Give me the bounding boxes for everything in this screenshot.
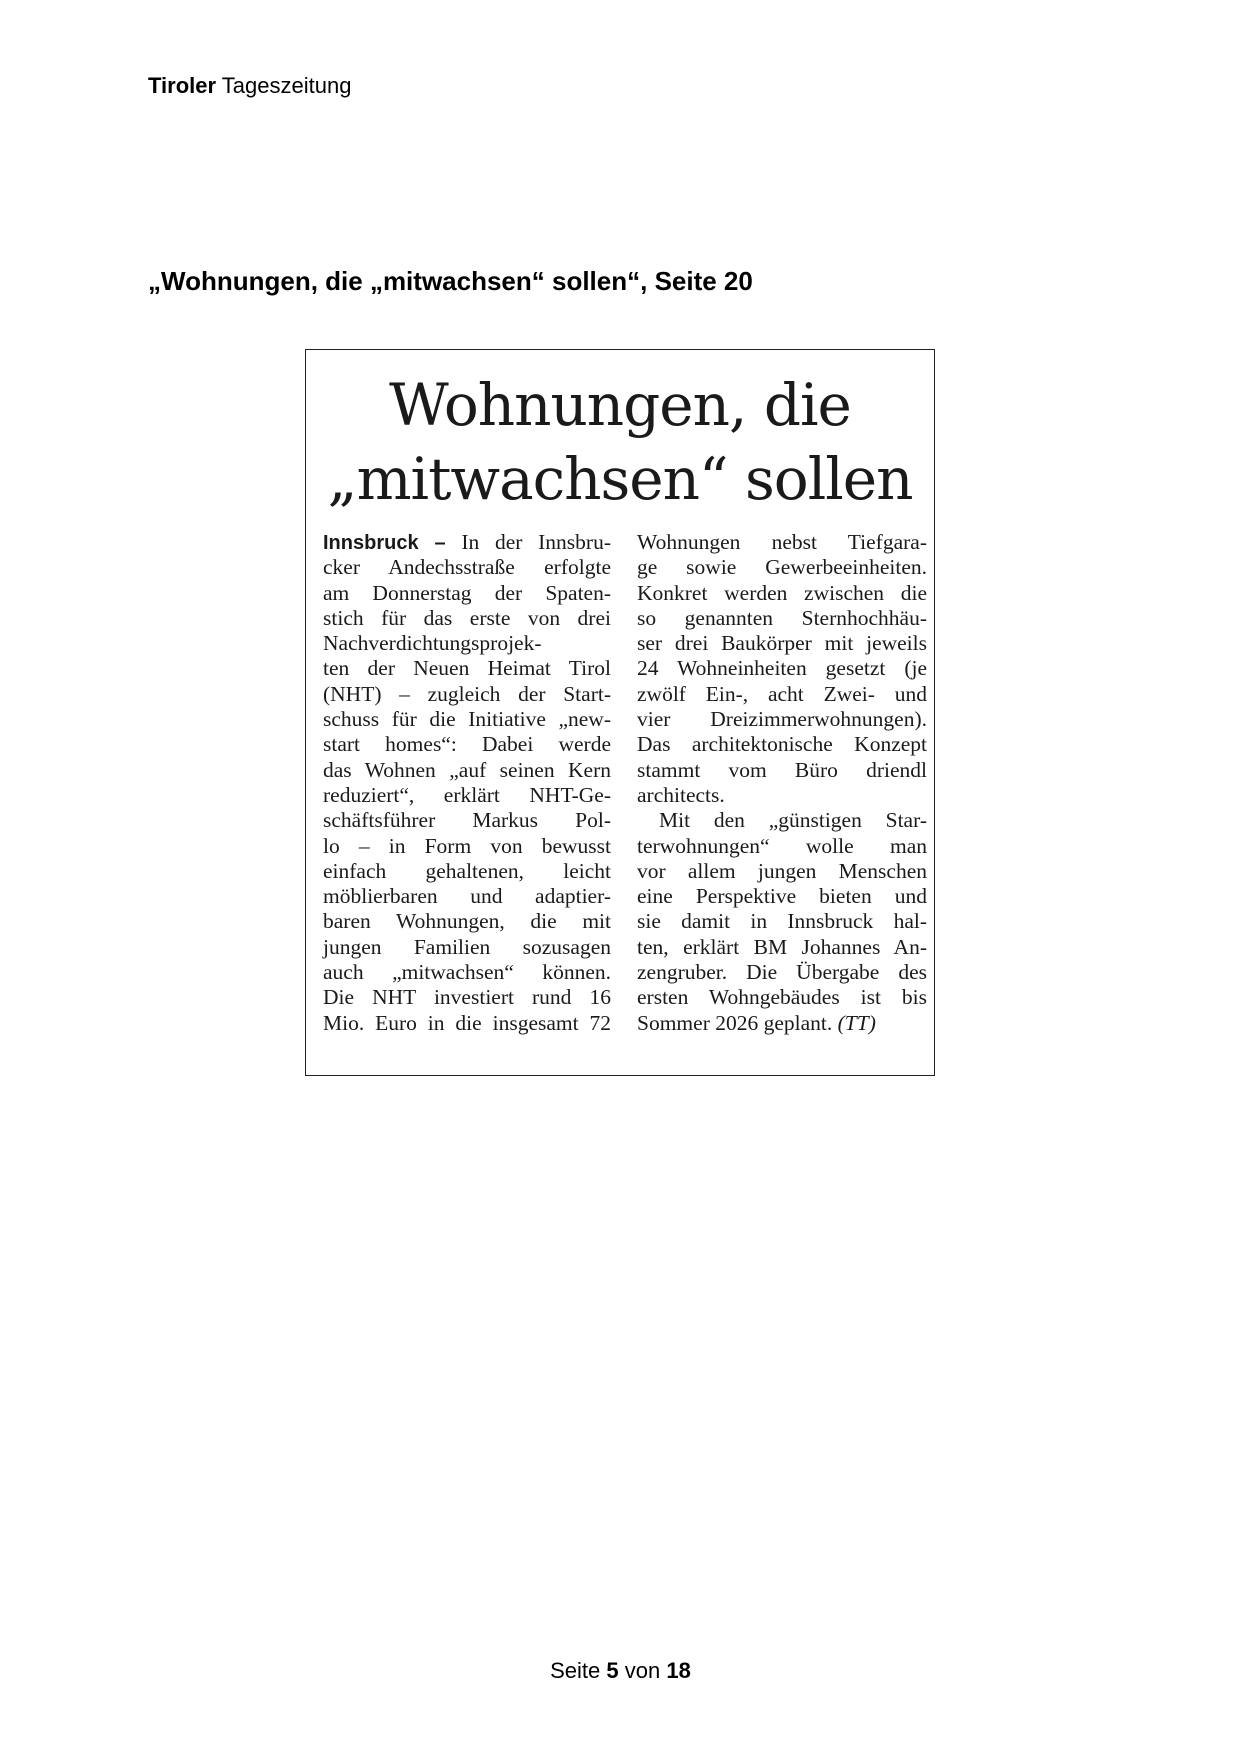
article-line: 24 Wohneinheiten gesetzt (je — [637, 656, 927, 681]
article-line: terwohnungen“ wolle man — [637, 833, 927, 858]
footer-total-pages: 18 — [666, 1658, 691, 1683]
article-line: so genannten Sternhochhäu- — [637, 605, 927, 630]
article-line: auch „mitwachsen“ können. — [323, 960, 611, 985]
article-line: Innsbruck – In der Innsbru- — [323, 530, 611, 554]
article-line: Sommer 2026 geplant. (TT) — [637, 1010, 876, 1035]
article-line: das Wohnen „auf seinen Kern — [323, 757, 611, 782]
article-line: stammt vom Büro driendl — [637, 757, 927, 782]
headline-line-2: „mitwachsen“ sollen — [327, 445, 913, 513]
article-line: Die NHT investiert rund 16 — [323, 985, 611, 1010]
headline-line-1: Wohnungen, die — [389, 371, 851, 439]
article-line: schuss für die Initiative „new- — [323, 707, 611, 732]
article-line: architects. — [637, 782, 725, 807]
article-line: zengruber. Die Übergabe des — [637, 960, 927, 985]
document-title: „Wohnungen, die „mitwachsen“ sollen“, Seite 20 — [148, 266, 753, 296]
article-line: baren Wohnungen, die mit — [323, 909, 611, 934]
newspaper-clipping — [305, 349, 935, 1076]
article-byline: (TT) — [837, 1010, 876, 1035]
article-dateline: Innsbruck – — [323, 532, 446, 554]
publication-name-bold: Tiroler — [148, 73, 217, 98]
article-headline — [306, 368, 934, 516]
article-line: ge sowie Gewerbeeinheiten. — [637, 555, 927, 580]
article-line: schäftsführer Markus Pol- — [323, 808, 611, 833]
footer-separator: von — [624, 1658, 661, 1683]
article-column-left — [323, 530, 611, 1036]
article-line: cker Andechsstraße erfolgte — [323, 555, 611, 580]
article-line: stich für das erste von drei — [323, 605, 611, 630]
article-line: am Donnerstag der Spaten- — [323, 580, 611, 605]
publication-header — [148, 72, 351, 100]
article-line: möblierbaren und adaptier- — [323, 884, 611, 909]
article-line: start homes“: Dabei werde — [323, 732, 611, 757]
article-line: Konkret werden zwischen die — [637, 580, 927, 605]
article-line: sie damit in Innsbruck hal- — [637, 909, 927, 934]
article-column-right — [637, 530, 927, 1036]
article-line: Mio. Euro in die insgesamt 72 — [323, 1010, 611, 1035]
article-line: Nachverdichtungsprojek- — [323, 631, 542, 656]
article-line: Wohnungen nebst Tiefgara- — [637, 530, 927, 554]
article-line: ten der Neuen Heimat Tirol — [323, 656, 611, 681]
article-line: jungen Familien sozusagen — [323, 934, 611, 959]
article-line: (NHT) – zugleich der Start- — [323, 681, 611, 706]
article-line: reduziert“, erklärt NHT-Ge- — [323, 782, 611, 807]
page-footer — [0, 1657, 1241, 1685]
article-line: vor allem jungen Menschen — [637, 858, 927, 883]
article-line: zwölf Ein-, acht Zwei- und — [637, 681, 927, 706]
article-line: ser drei Baukörper mit jeweils — [637, 631, 927, 656]
article-line: eine Perspektive bieten und — [637, 884, 927, 909]
article-line: einfach gehaltenen, leicht — [323, 858, 611, 883]
article-line: vier Dreizimmerwohnungen). — [637, 707, 927, 732]
footer-prefix: Seite — [550, 1658, 601, 1683]
article-line: ten, erklärt BM Johannes An- — [637, 934, 927, 959]
article-line: ersten Wohngebäudes ist bis — [637, 985, 927, 1010]
publication-name-regular: Tageszeitung — [221, 73, 352, 98]
article-line: Das architektonische Konzept — [637, 732, 927, 757]
article-line: lo – in Form von bewusst — [323, 833, 611, 858]
article-line: Mit den „günstigen Star- — [659, 808, 927, 833]
footer-current-page: 5 — [606, 1658, 619, 1683]
